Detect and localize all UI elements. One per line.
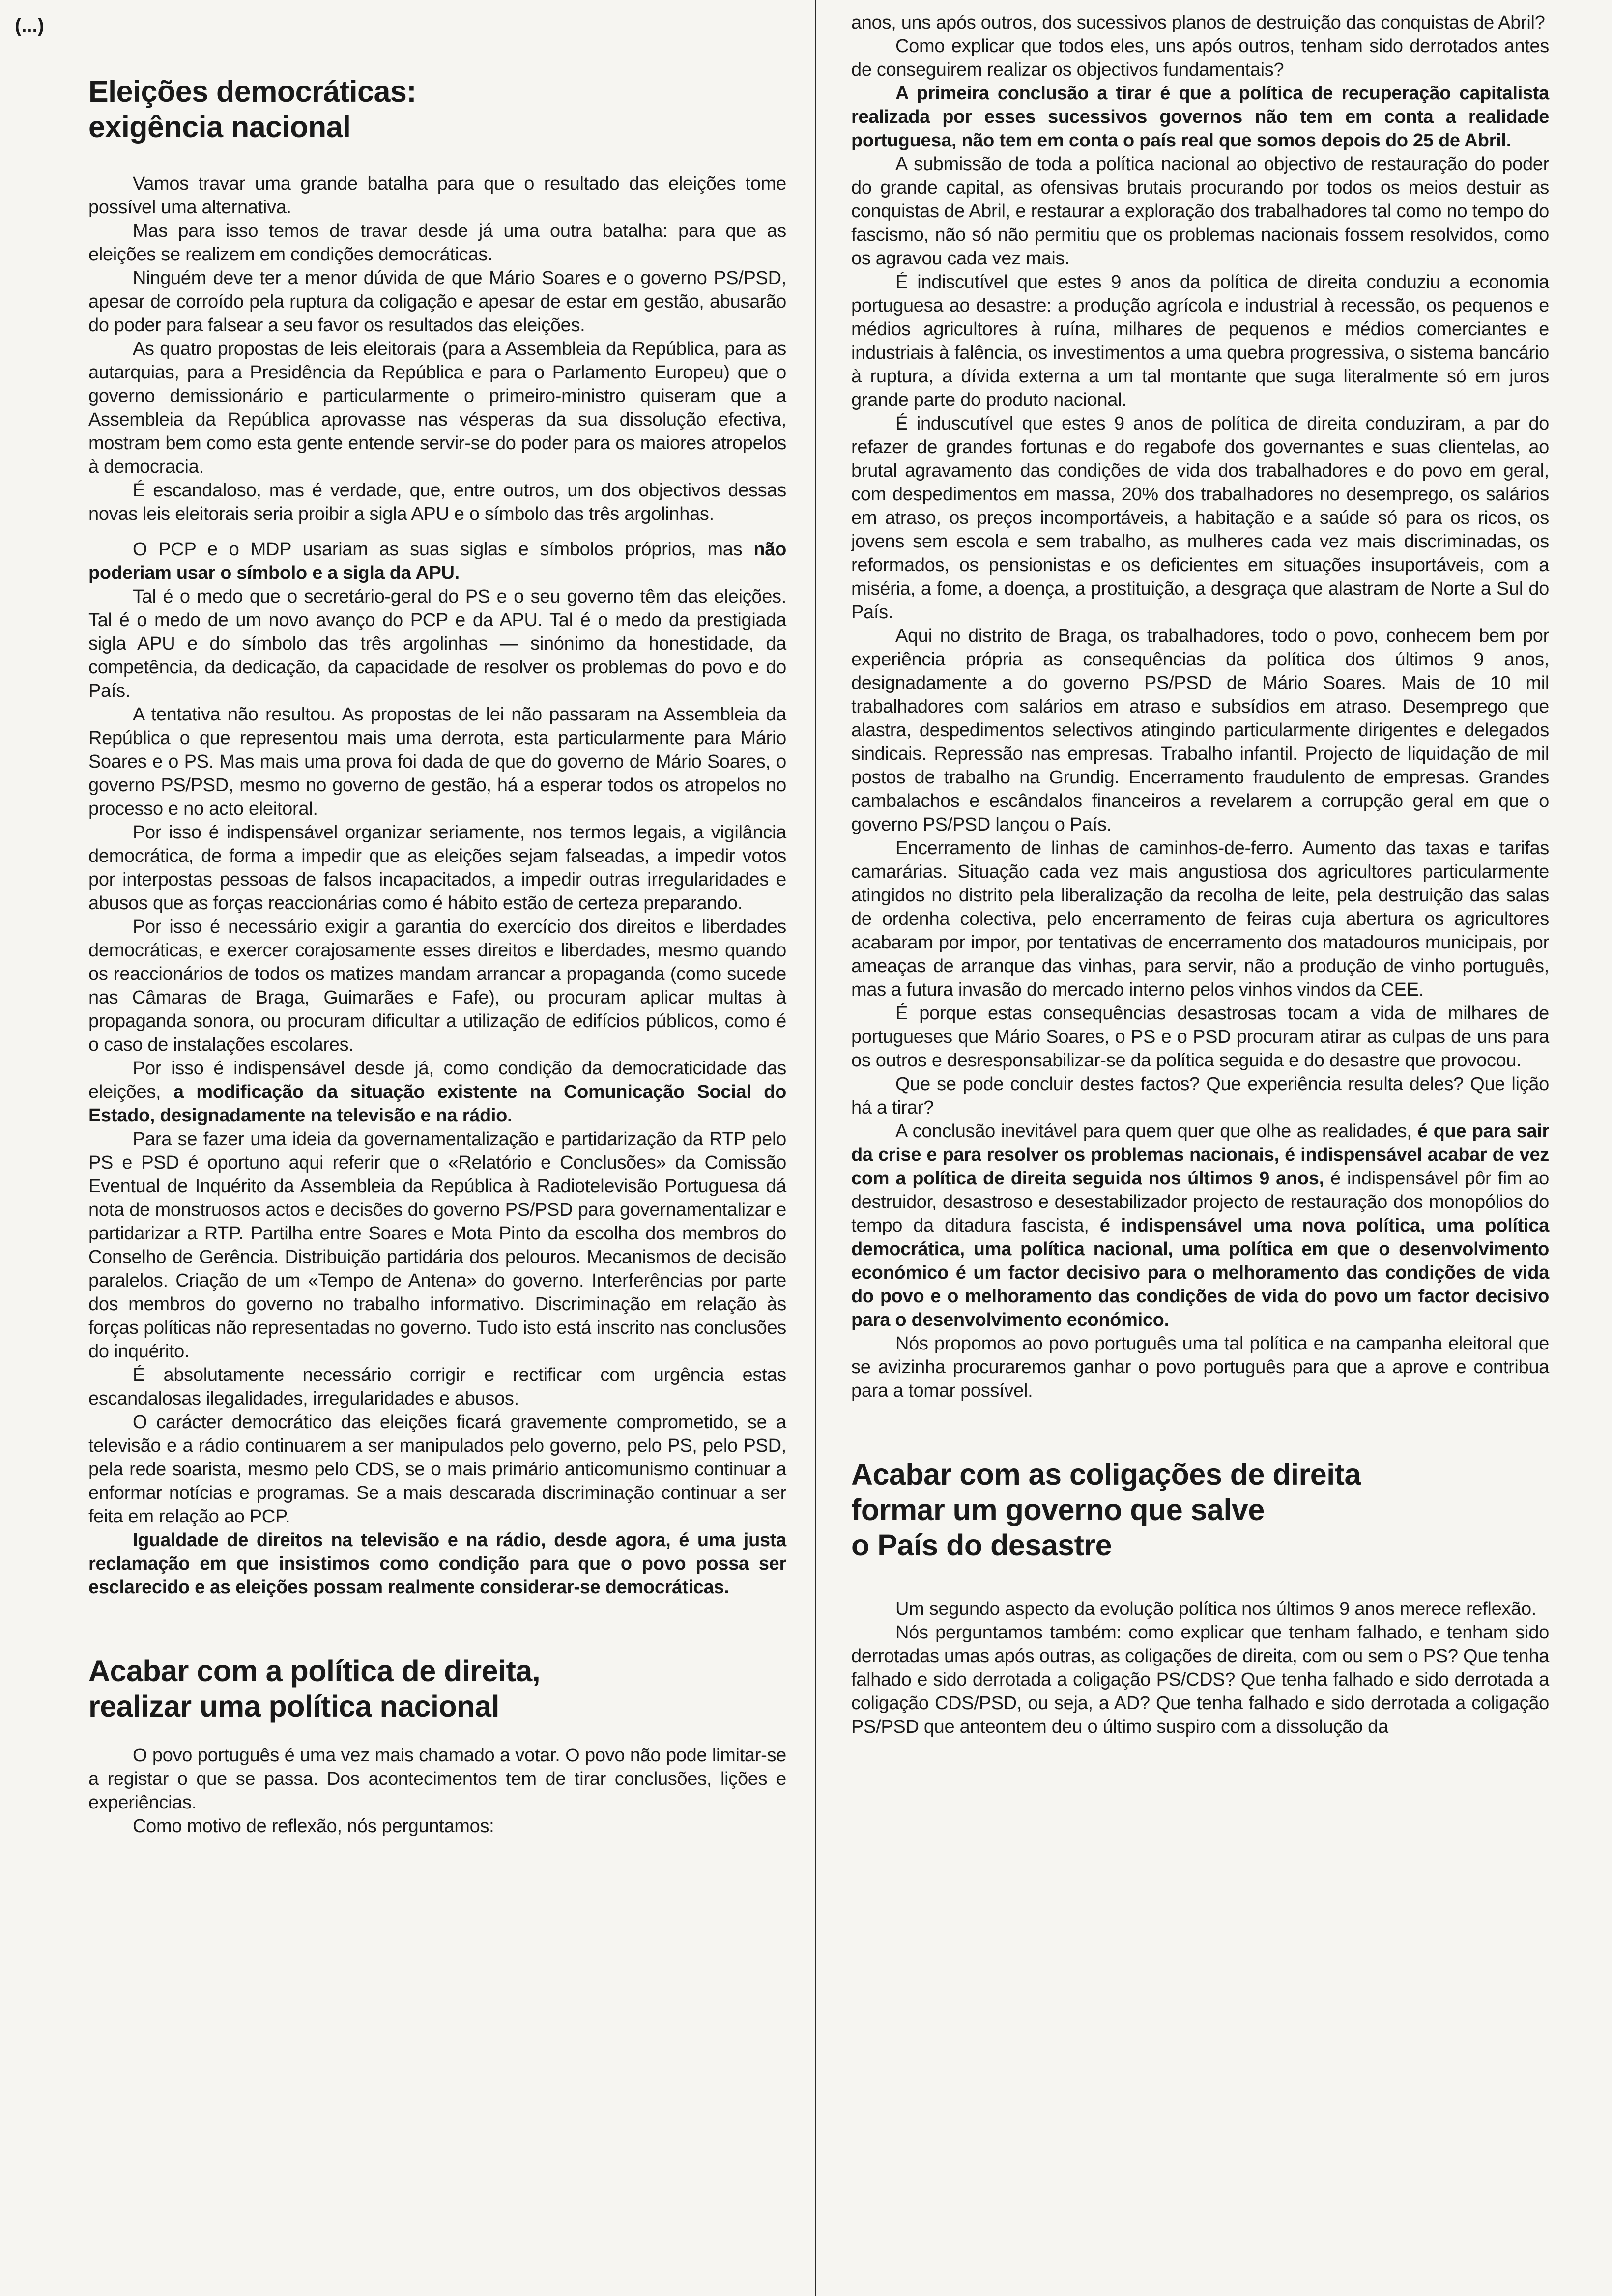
paragraph: O povo português é uma vez mais chamado a votar. O povo não pode limitar-se a registar o que se passa. Dos acontecimentos tem de tirar conclusões, lições e experiências. [88,1745,786,1813]
paragraph: Que se pode concluir destes factos? Que experiência resulta deles? Que lição há a tirar? [851,1074,1549,1118]
paragraph: O carácter democrático das eleições ficará gravemente comprometido, se a televisão e a rádio continuarem a ser manipulados pelo governo, pelo PS, pelo PSD, pela rede soarista, mesmo pelo CDS, se o mais primário anticomunismo continuar a enformar notícias e programas. Se a mais descarada discriminação continuar a ser feita em relação ao PCP. [88,1412,786,1527]
paragraph: Nós propomos ao povo português uma tal política e na campanha eleitoral que se avizinha procuraremos ganhar o povo português para que a aprove e contribua para a tomar possível. [851,1333,1549,1401]
paragraph: A submissão de toda a política nacional ao objectivo de restauração do poder do grande capital, as ofensivas brutais procurando por todos os meios destuir as conquistas de Abril, e restaurar a exploração dos trabalhadores tal como no tempo do fascismo, não só não permitiu que os problemas nacionais fossem resolvidos, como os agravou cada vez mais. [851,154,1549,269]
paragraph: É absolutamente necessário corrigir e rectificar com urgência estas escandalosas ilegalidades, irregularidades e abusos. [88,1365,786,1409]
paragraph: As quatro propostas de leis eleitorais (para a Assembleia da República, para as autarquias, para a Presidência da República e para o Parlamento Europeu) que o governo demissionário e particularmente o primeiro-ministro quiseram que a Assembleia da República aprovasse nas vésperas da sua dissolução efectiva, mostram bem como esta gente entende servir-se do poder para os maiores atropelos à democracia. [88,339,786,477]
paragraph: Nós perguntamos também: como explicar que tenham falhado, e tenham sido derrotadas umas após outras, as coligações de direita, com ou sem o PS? Que tenha falhado e sido derrotada a coligação PS/CDS? Que tenha falhado e sido derrotada a coligação CDS/PSD, ou seja, a AD? Que tenha falhado e sido derrotada a coligação PS/PSD que anteontem deu o último suspiro com a dissolução da [851,1622,1549,1737]
paragraph: É induscutível que estes 9 anos de política de direita conduziram, a par do refazer de grandes fortunas e do regabofe dos governantes e suas clientelas, ao brutal agravamento das condições de vida dos trabalhadores e do povo em geral, com despedimentos em massa, 20% dos trabalhadores no desemprego, os salários em atraso, os preços incomportáveis, a habitação e a saúde só para os ricos, os jovens sem escola e sem trabalho, as mulheres cada vez mais discriminadas, os reformados, os pensionistas e os deficientes em situações insuportáveis, com a miséria, a fome, a doença, a prostituição, a desgraça que alastram de Norte a Sul do País. [851,413,1549,623]
paragraph: Tal é o medo que o secretário-geral do PS e o seu governo têm das eleições. Tal é o medo de um novo avanço do PCP e da APU. Tal é o medo da prestigiada sigla APU e do símbolo das três argolinhas — sinónimo da honestidade, da competência, da dedicação, da capacidade de resolver os problemas do povo e do País. [88,586,786,701]
paragraph-bold: Igualdade de direitos na televisão e na rádio, desde agora, é uma justa reclamação em que insistimos como condição para que o povo possa ser esclarecido e as eleições possam realmente considerar-se democráticas. [88,1530,786,1598]
paragraph: Aqui no distrito de Braga, os trabalhadores, todo o povo, conhecem bem por experiência própria as consequências da política dos últimos 9 anos, designadamente a do governo PS/PSD de Mário Soares. Mais de 10 mil trabalhadores com salários em atraso e subsídios em atraso. Desemprego que alastra, despedimentos selectivos atingindo particularmente dirigentes e delegados sindicais. Repressão nas empresas. Trabalho infantil. Projecto de liquidação de mil postos de trabalho na Grundig. Encerramento fraudulento de empresas. Grandes cambalachos e escândalos financeiros a revelarem a corrupção geral em que o governo PS/PSD lançou o País. [851,626,1549,835]
paragraph: Como explicar que todos eles, uns após outros, tenham sido derrotados antes de conseguirem realizar os objectivos fundamentais? [851,36,1549,80]
page-marker: (...) [15,15,44,36]
paragraph: anos, uns após outros, dos sucessivos planos de destruição das conquistas de Abril? [851,12,1545,33]
left-column [88,0,786,1838]
paragraph: Por isso é indispensável organizar seriamente, nos termos legais, a vigilância democrática, de forma a impedir que as eleições sejam falseadas, a impedir votos por interpostas pessoas de falsos incapacitados, a impedir outras irregularidades e abusos que as forças reaccionárias como é hábito estão de certeza preparando. [88,822,786,914]
right-column [851,0,1549,1739]
section-title-eleicoes: Eleições democráticas: exigência nacional [88,75,417,144]
paragraph: A conclusão inevitável para quem quer que olhe as realidades, é que para sair da crise e para resolver os problemas nacionais, é indispensável acabar de vez com a política de direita seguida nos últimos 9 anos, é indispensável pôr fim ao destruidor, desastroso e desestabilizador projecto de restauração dos monopólios do tempo da ditadura fascista, é indispensável uma nova política, uma política democrática, uma política nacional, uma política em que o desenvolvimento económico é um factor decisivo para o melhoramento das condições de vida do povo e o melhoramento das condições de vida do povo um factor decisivo para o desenvolvimento económico. [851,1121,1550,1330]
paragraph: Para se fazer uma ideia da governamentalização e partidarização da RTP pelo PS e PSD é oportuno aqui referir que o «Relatório e Conclusões» da Comissão Eventual de Inquérito da Assembleia da República à Radiotelevisão Portuguesa dá nota de monstruosos actos e decisões do governo PS/PSD para governamentalizar e partidarizar a RTP. Partilha entre Soares e Mota Pinto da escolha dos membros do Conselho de Gerência. Distribuição partidária dos pelouros. Mecanismos de decisão paralelos. Criação de um «Tempo de Antena» do governo. Interferências por parte dos membros do governo no trabalho informativo. Discriminação em relação às forças políticas não representadas no governo. Tudo isto está inscrito nas conclusões do inquérito. [88,1129,786,1362]
paragraph: É porque estas consequências desastrosas tocam a vida de milhares de portugueses que Mário Soares, o PS e o PSD procuram atirar as culpas de uns para os outros e desresponsabilizar-se da política seguida e do desastre que provocou. [851,1003,1549,1071]
section-title-politica-direita: Acabar com a política de direita, realizar uma política nacional [88,1654,541,1723]
paragraph: Vamos travar uma grande batalha para que o resultado das eleições tome possível uma alternativa. [88,173,786,218]
column-divider [815,0,816,2296]
paragraph: Encerramento de linhas de caminhos-de-ferro. Aumento das taxas e tarifas camarárias. Situação cada vez mais angustiosa dos agricultores particularmente atingidos no distrito pela liberalização da recolha de leite, pela destruição das salas de ordenha colectiva, pelo encerramento de feiras cuja abertura os agricultores acabaram por impor, por tentativas de encerramento dos matadouros municipais, por ameaças de arranque das vinhas, para servir, não a produção de vinho português, mas a futura invasão do mercado interno pelos vinhos vindos da CEE. [851,838,1549,1000]
paragraph: Por isso é indispensável desde já, como condição da democraticidade das eleições, a modificação da situação existente na Comunicação Social do Estado, designadamente na televisão e na rádio. [88,1058,786,1126]
paragraph: Um segundo aspecto da evolução política nos últimos 9 anos merece reflexão. [895,1599,1537,1619]
paragraph: Por isso é necessário exigir a garantia do exercício dos direitos e liberdades democráticas, e exercer corajosamente esses direitos e liberdades, mesmo quando os reaccionários de todos os matizes mandam arrancar a propaganda (como sucede nas Câmaras de Braga, Guimarães e Fafe), ou procuram aplicar multas à propaganda sonora, ou procuram dificultar a utilização de edifícios públicos, como é o caso de instalações escolares. [88,917,786,1055]
paragraph: Ninguém deve ter a menor dúvida de que Mário Soares e o governo PS/PSD, apesar de corroído pela ruptura da coligação e apesar de estar em gestão, abusarão do poder para falsear a seu favor os resultados das eleições. [88,268,786,336]
paragraph-bold: A primeira conclusão a tirar é que a política de recuperação capitalista realizada por esses sucessivos governos não tem em conta a realidade portuguesa, não tem em conta o país real que somos depois do 25 de Abril. [851,83,1549,151]
paragraph: A tentativa não resultou. As propostas de lei não passaram na Assembleia da República o que representou mais uma derrota, esta particularmente para Mário Soares e o PS. Mas mais uma prova foi dada de que do governo de Mário Soares, o governo PS/PSD, mesmo no governo de gestão, há a esperar todos os atropelos no processo e no acto eleitoral. [88,704,786,819]
paragraph: Mas para isso temos de travar desde já uma outra batalha: para que as eleições se realizem em condições democráticas. [88,221,786,265]
section-title-coligacoes: Acabar com as coligações de direita formar um governo que salve o País do desastre [851,1458,1361,1562]
paragraph: O PCP e o MDP usariam as suas siglas e símbolos próprios, mas não poderiam usar o símbolo e a sigla da APU. [88,539,786,583]
paragraph: Como motivo de reflexão, nós perguntamos: [133,1816,494,1837]
paragraph: É escandaloso, mas é verdade, que, entre outros, um dos objectivos dessas novas leis eleitorais seria proibir a sigla APU e o símbolo das três argolinhas. [88,480,786,524]
paragraph: É indiscutível que estes 9 anos da política de direita conduziu a economia portuguesa ao desastre: a produção agrícola e industrial à recessão, os pequenos e médios agricultores à ruína, milhares de pequenos e médios comerciantes e industriais à falência, os investimentos a uma quebra progressiva, o sistema bancário à ruptura, a dívida externa a um tal montante que suga literalmente só em juros grande parte do produto nacional. [851,272,1549,410]
